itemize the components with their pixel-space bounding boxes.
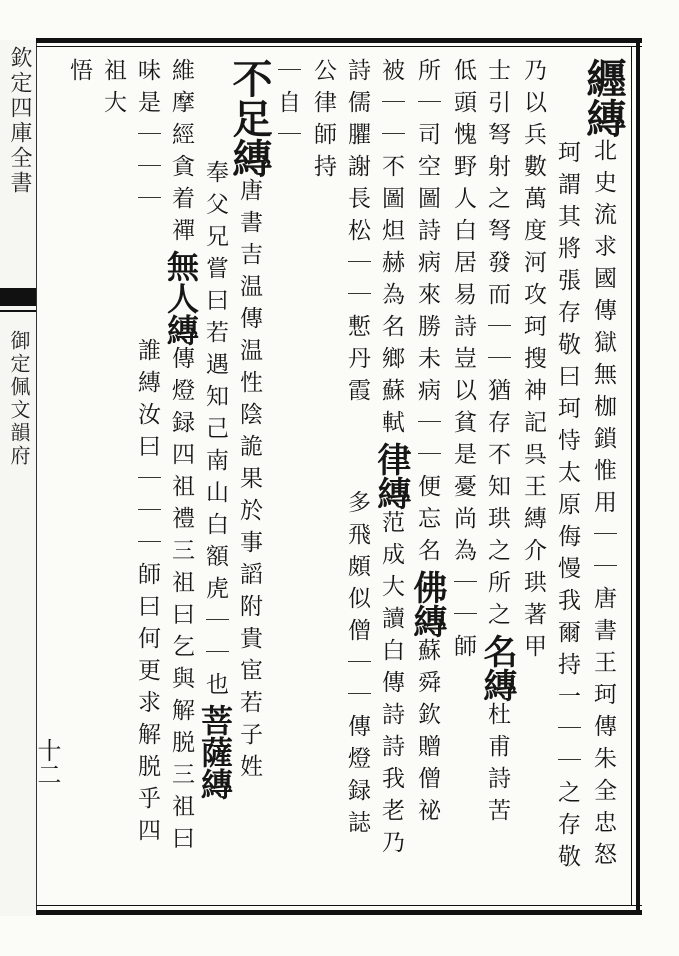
spine-separator (0, 288, 36, 306)
frame-top-inner-rule (36, 46, 642, 47)
entry-text: 悟 (66, 58, 92, 90)
entry-heading: 菩薩縳 (196, 704, 234, 800)
frame-right-rule (636, 38, 640, 915)
entry-text: 詩儒臞謝長松｜｜慙丹霞 (344, 58, 370, 410)
text-column-1 (580, 58, 627, 874)
entry-heading: 佛縳 (407, 570, 447, 638)
entry-text: 被｜｜不圖炟赫為名鄉蘇軾 (378, 58, 404, 442)
entry-heading: 纒縳 (580, 58, 627, 138)
entry-text: 公律師持 (310, 58, 336, 186)
entry-text: 唐書吉温傳温性陰詭果於事謟附貴宦若子姓 (236, 178, 262, 786)
entry-text: 珂謂其將張存敬曰珂恃太原侮慢我爾持一｜｜之存敬 (554, 140, 580, 876)
entry-heading: 無人縳 (162, 250, 200, 346)
entry-text: 誰縳汝曰｜｜｜師曰何更求解脱乎四 (134, 338, 160, 850)
text-column-10 (270, 58, 304, 154)
frame-bottom-inner-rule (36, 905, 642, 906)
text-column-6 (407, 58, 447, 830)
entry-text: 奉父兄嘗曰若遇知己南山白額虎｜｜也 (202, 160, 228, 704)
entry-text: 多飛頗似僧｜｜傳燈録誌 (344, 490, 370, 842)
text-column-12 (198, 160, 232, 800)
entry-text: 祖大 (100, 58, 126, 122)
entry-text: 維摩經貪着禪 (168, 58, 194, 250)
spine-separator-thin (0, 310, 36, 312)
entry-text: 乃以兵數萬度河攻珂搜神記呉王縳介珙著甲 (520, 58, 546, 666)
entry-text: 北史流求國傳獄無枷鎖惟用｜｜唐書王珂傳朱全忠怒 (590, 138, 616, 874)
spine-bottom-title: 御定佩文韻府 (7, 330, 31, 468)
entry-text: 傳燈録四祖禮三祖曰乞與解脱三祖曰 (168, 346, 194, 858)
text-column-5 (446, 58, 480, 666)
text-column-11 (226, 58, 273, 786)
entry-text: 所｜司空圖詩病來勝未病｜｜便忘名 (414, 58, 440, 570)
text-column-15 (96, 58, 130, 122)
entry-text: 低頭愧野人白居易詩豈以貧是憂尚為｜｜ (450, 58, 476, 634)
text-column-14 (130, 58, 164, 850)
text-column-2 (550, 140, 584, 876)
frame-top-rule (36, 38, 642, 43)
entry-text: 杜甫詩苦 (484, 702, 510, 830)
spine-top-title: 欽定四庫全書 (7, 46, 32, 196)
entry-heading: 律縳 (371, 442, 411, 510)
text-column-3 (516, 58, 550, 666)
text-column-4 (477, 58, 517, 830)
text-column-9 (306, 58, 340, 186)
text-column-16 (62, 58, 96, 90)
page-number: 十二 (33, 738, 61, 786)
entry-text: 蘇舜欽贈僧祕 (414, 638, 440, 830)
text-column-13 (164, 58, 198, 858)
frame-right-inner-rule (631, 46, 632, 906)
entry-text: ｜自｜ (274, 58, 300, 154)
entry-text: 士引弩射之弩發而｜｜猶存不知珙之所之 (484, 58, 510, 634)
entry-heading: 不足縳 (226, 58, 273, 178)
text-column-8 (340, 58, 374, 842)
frame-bottom-rule (36, 910, 642, 915)
entry-text: 味是｜｜｜ (134, 58, 160, 218)
entry-text: 師 (450, 634, 476, 666)
entry-text: 范成大讀白傳詩詩我老乃 (378, 510, 404, 862)
entry-heading: 名縳 (477, 634, 517, 702)
text-column-7 (371, 58, 411, 862)
